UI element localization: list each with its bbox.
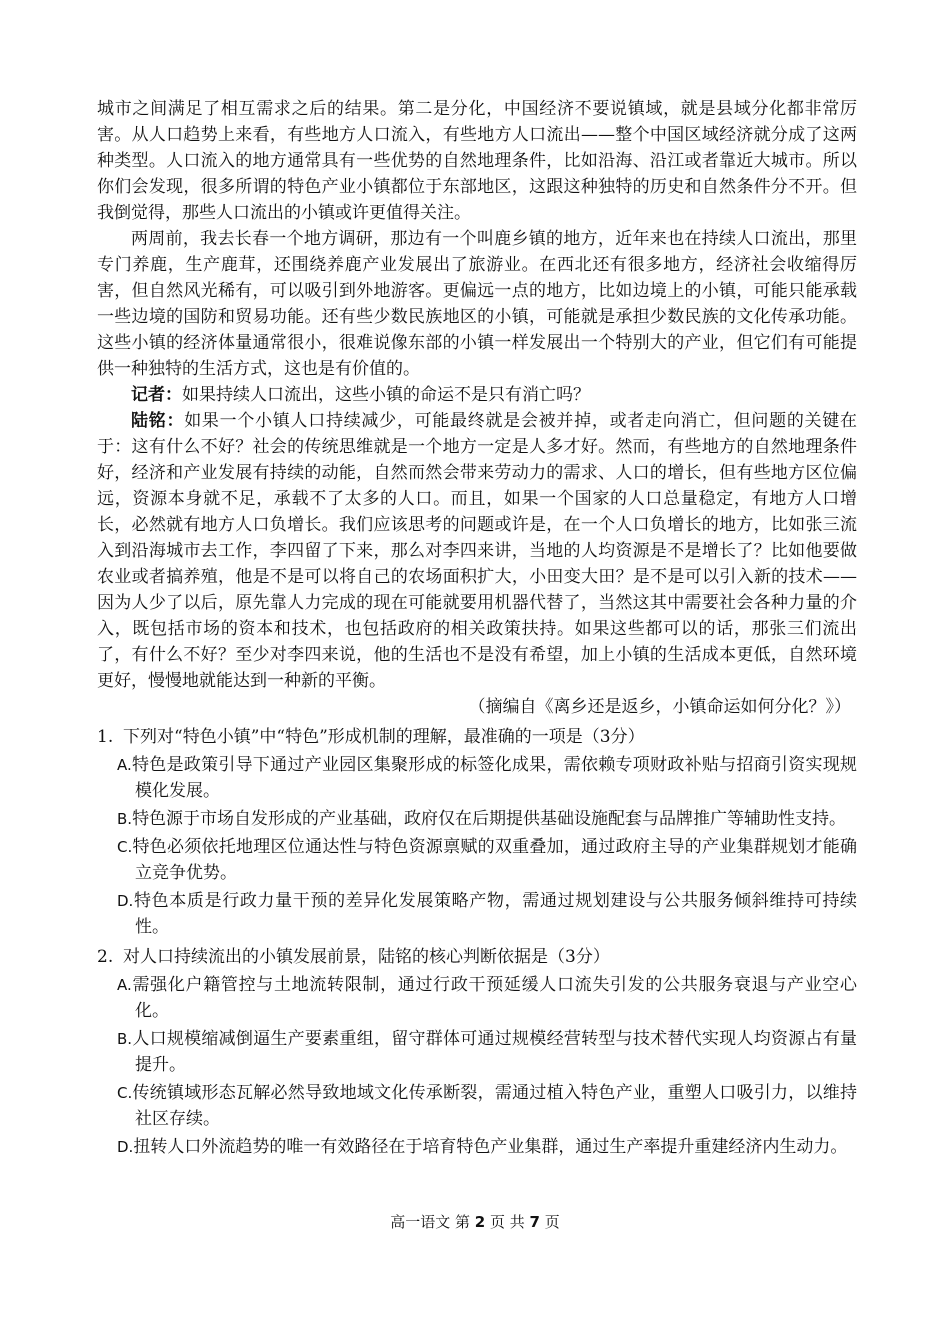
question-1 — [97, 724, 857, 940]
question-2-number: 2. — [97, 947, 114, 967]
question-1-option-d[interactable] — [97, 888, 857, 940]
option-text: 特色必须依托地理区位通达性与特色资源禀赋的双重叠加，通过政府主导的产业集群规划才能确立竞争优势。 — [132, 837, 857, 883]
passage-source: （摘编自《离乡还是返乡，小镇命运如何分化？》） — [468, 697, 851, 717]
option-label: A. — [117, 756, 132, 774]
question-1-text: 下列对“特色小镇”中“特色”形成机制的理解，最准确的一项是（3分） — [123, 727, 645, 747]
question-1-option-b[interactable] — [97, 806, 857, 832]
page-content — [97, 96, 857, 1162]
option-label: C. — [117, 1084, 133, 1102]
question-2-stem — [97, 944, 857, 970]
question-2-option-a[interactable] — [97, 972, 857, 1024]
option-text: 人口规模缩减倒逼生产要素重组，留守群体可通过规模经营转型与技术替代实现人均资源占有量提升。 — [132, 1029, 857, 1075]
option-text: 特色是政策引导下通过产业园区集聚形成的标签化成果，需依赖专项财政补贴与招商引资实现规模化发展。 — [131, 755, 857, 801]
reporter-question — [97, 382, 857, 408]
footer-page-number: 2 — [474, 1213, 486, 1231]
footer-suffix: 页 — [544, 1213, 560, 1231]
question-2-option-d[interactable] — [97, 1134, 857, 1160]
question-1-number: 1. — [97, 727, 114, 747]
option-text: 需强化户籍管控与土地流转限制，通过行政干预延缓人口流失引发的公共服务衰退与产业空心化。 — [131, 975, 857, 1021]
option-text: 特色本质是行政力量干预的差异化发展策略产物，需通过规划建设与公共服务倾斜维持可持续性。 — [133, 891, 857, 937]
passage-paragraph-2: 两周前，我去长春一个地方调研，那边有一个叫鹿乡镇的地方，近年来也在持续人口流出，那里专门养鹿，生产鹿茸，还围绕养鹿产业发展出了旅游业。在西北还有很多地方，经济社会收缩得厉害，但自然风光稀有，可以吸引到外地游客。更偏远一点的地方，比如边境上的小镇，可能只能承载一些边境的国防和贸易功能。还有些少数民族地区的小镇，可能就是承担少数民族的文化传承功能。这些小镇的经济体量通常很小，很难说像东部的小镇一样发展出一个特别大的产业，但它们有可能提供一种独特的生活方式，这也是有价值的。 — [97, 229, 857, 379]
option-label: C. — [117, 838, 133, 856]
passage-paragraph-1: 城市之间满足了相互需求之后的结果。第二是分化，中国经济不要说镇域，就是县域分化都非常厉害。从人口趋势上来看，有些地方人口流入，有些地方人口流出——整个中国区域经济就分成了这两种类型。人口流入的地方通常具有一些优势的自然地理条件，比如沿海、沿江或者靠近大城市。所以你们会发现，很多所谓的特色产业小镇都位于东部地区，这跟这种独特的历史和自然条件分不开。但我倒觉得，那些人口流出的小镇或许更值得关注。 — [97, 99, 857, 223]
footer-total-pages: 7 — [529, 1213, 540, 1231]
question-1-stem — [97, 724, 857, 750]
reporter-label: 记者： — [131, 385, 182, 405]
footer-middle: 页 共 — [489, 1213, 525, 1231]
question-1-option-a[interactable] — [97, 752, 857, 804]
option-label: A. — [117, 976, 132, 994]
option-label: B. — [117, 1030, 133, 1048]
lu-ming-label: 陆铭： — [131, 411, 185, 431]
lu-ming-text: 如果一个小镇人口持续减少，可能最终就是会被并掉，或者走向消亡，但问题的关键在于：这有什么不好？社会的传统思维就是一个地方一定是人多才好。然而，有些地方的自然地理条件好，经济和产业发展有持续的动能，自然而然会带来劳动力的需求、人口的增长，但有些地方区位偏远，资源本身就不足，承载不了太多的人口。而且，如果一个国家的人口总量稳定，有地方人口增长，必然就有地方人口负增长。我们应该思考的问题或许是，在一个人口负增长的地方，比如张三流入到沿海城市去工作，李四留了下来，那么对李四来讲，当地的人均资源是不是增长了？比如他要做农业或者搞养殖，他是不是可以将自己的农场面积扩大，小田变大田？是不是可以引入新的技术——因为人少了以后，原先靠人力完成的现在可能就要用机器代替了，当然这其中需要社会各种力量的介入，既包括市场的资本和技术，也包括政府的相关政策扶持。如果这些都可以的话，那张三们流出了，有什么不好？至少对李四来说，他的生活也不是没有希望，加上小镇的生活成本更低，自然环境更好，慢慢地就能达到一种新的平衡。 — [97, 411, 858, 691]
option-label: B. — [117, 810, 133, 828]
question-2-option-b[interactable] — [97, 1026, 857, 1078]
option-label: D. — [117, 892, 134, 910]
question-1-option-c[interactable] — [97, 834, 857, 886]
option-text: 特色源于市场自发形成的产业基础，政府仅在后期提供基础设施配套与品牌推广等辅助性支持。 — [132, 809, 847, 829]
page-footer — [0, 1212, 950, 1232]
question-2 — [97, 944, 857, 1160]
footer-prefix: 高一语文 第 — [390, 1213, 470, 1231]
option-text: 扭转人口外流趋势的唯一有效路径在于培育特色产业集群，通过生产率提升重建经济内生动力。 — [133, 1137, 848, 1157]
question-2-option-c[interactable] — [97, 1080, 857, 1132]
option-text: 传统镇域形态瓦解必然导致地域文化传承断裂，需通过植入特色产业，重塑人口吸引力，以维持社区存续。 — [132, 1083, 857, 1129]
lu-ming-answer — [97, 408, 857, 694]
option-label: D. — [117, 1138, 134, 1156]
question-2-text: 对人口持续流出的小镇发展前景，陆铭的核心判断依据是（3分） — [123, 947, 610, 967]
reporter-text: 如果持续人口流出，这些小镇的命运不是只有消亡吗？ — [182, 385, 590, 405]
